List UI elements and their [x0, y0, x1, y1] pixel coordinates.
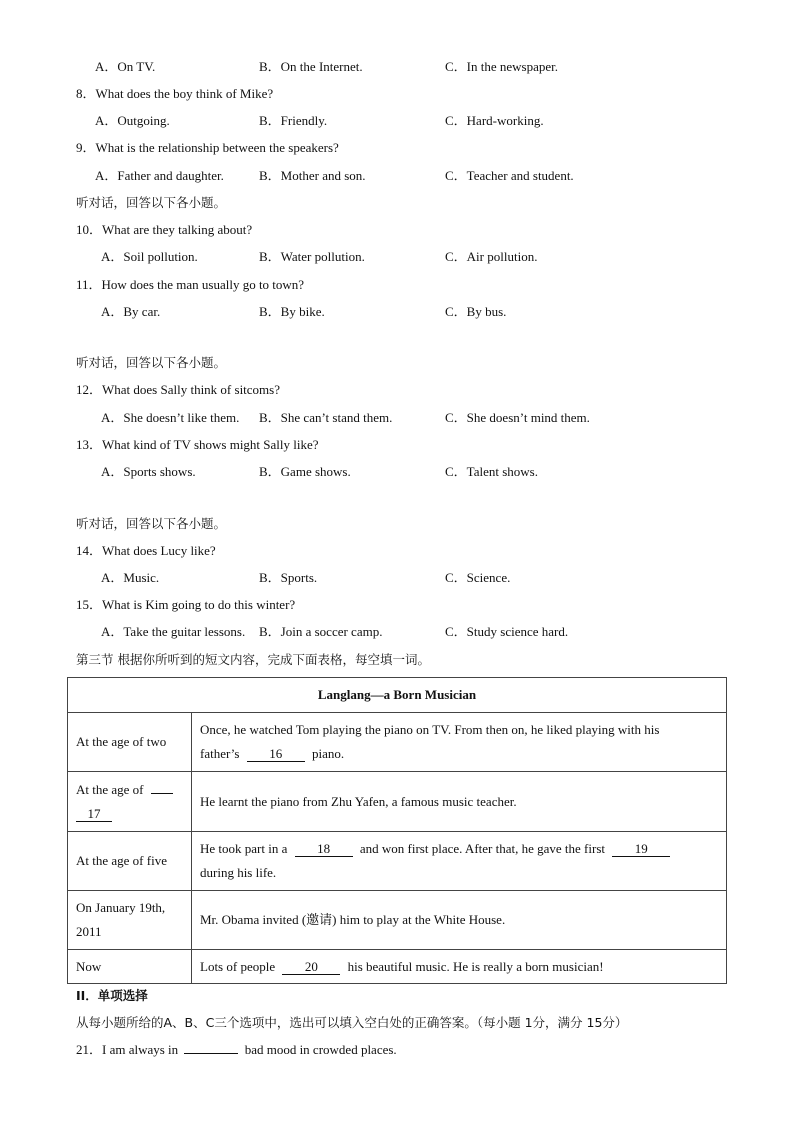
q15-option-a: A．Take the guitar lessons.: [101, 624, 246, 639]
q7-option-b: B．On the Internet.: [259, 59, 363, 74]
q7-option-c: C．In the newspaper.: [445, 59, 559, 74]
q10-option-b: B．Water pollution.: [259, 249, 365, 264]
part-2-instruction: 从每小题所给的A、B、C三个选项中，选出可以填入空白处的正确答案。（每小题 1分，满分 15分）: [76, 1015, 628, 1030]
row-label: Now: [68, 950, 192, 984]
q8-option-a: A．Outgoing.: [95, 113, 170, 128]
row-label: [68, 772, 192, 832]
q10-option-c: C．Air pollution.: [445, 249, 538, 264]
q11-stem: 11．How does the man usually go to town?: [76, 277, 305, 292]
row-label-text: 2011: [76, 924, 102, 939]
table-row: [68, 950, 727, 984]
q10-option-a: A．Soil pollution.: [101, 249, 198, 264]
row-label: [68, 891, 192, 950]
q21-stem: [76, 1042, 397, 1058]
q12-option-c: C．She doesn’t mind them.: [445, 410, 590, 425]
q14-option-c: C．Science.: [445, 570, 511, 585]
row-text: father’s: [200, 746, 240, 761]
q9-stem: 9．What is the relationship between the speakers?: [76, 140, 339, 155]
row-label: At the age of two: [68, 713, 192, 772]
q11-option-a: A．By car.: [101, 304, 161, 319]
q8-stem: 8．What does the boy think of Mike?: [76, 86, 274, 101]
table-row: [68, 713, 727, 772]
q12-option-b: B．She can’t stand them.: [259, 410, 393, 425]
q13-stem: 13．What kind of TV shows might Sally like?: [76, 437, 319, 452]
q14-option-b: B．Sports.: [259, 570, 318, 585]
q13-option-b: B．Game shows.: [259, 464, 351, 479]
part-2-heading: II．单项选择: [76, 988, 148, 1003]
q9-option-c: C．Teacher and student.: [445, 168, 574, 183]
row-text: Lots of people: [200, 958, 276, 974]
q7-option-a: A．On TV.: [95, 59, 156, 74]
row-label-text: At the age of: [76, 781, 144, 797]
answer-blank-17-lead: [151, 793, 173, 794]
q21-stem-text: 21．I am always in: [76, 1042, 179, 1057]
q14-stem: 14．What does Lucy like?: [76, 543, 216, 558]
listening-instruction: 听对话，回答以下各小题。: [76, 195, 227, 210]
row-text: Once, he watched Tom playing the piano on TV. From then on, he liked playing with his: [200, 722, 660, 737]
q15-option-c: C．Study science hard.: [445, 624, 569, 639]
q15-option-b: B．Join a soccer camp.: [259, 624, 383, 639]
q9-option-b: B．Mother and son.: [259, 168, 366, 183]
table-row: [68, 891, 727, 950]
row-text: during his life.: [200, 865, 277, 880]
row-text: piano.: [311, 746, 345, 761]
q12-stem: 12．What does Sally think of sitcoms?: [76, 382, 281, 397]
answer-blank-19[interactable]: 19: [612, 842, 670, 857]
row-content: [192, 950, 727, 984]
langlang-table: [67, 677, 727, 984]
q12-option-a: A．She doesn’t like them.: [101, 410, 240, 425]
row-text: He took part in a: [200, 841, 288, 856]
answer-blank-16[interactable]: 16: [247, 747, 305, 762]
q11-option-c: C．By bus.: [445, 304, 507, 319]
q21-answer-blank[interactable]: [184, 1053, 238, 1054]
row-content: He learnt the piano from Zhu Yafen, a famous music teacher.: [192, 772, 727, 832]
row-label: At the age of five: [68, 832, 192, 891]
table-row: [68, 772, 727, 832]
row-text: his beautiful music. He is really a born musician!: [347, 958, 604, 974]
row-content: [192, 832, 727, 891]
q13-option-a: A．Sports shows.: [101, 464, 196, 479]
listening-instruction: 听对话，回答以下各小题。: [76, 355, 227, 370]
q15-stem: 15．What is Kim going to do this winter?: [76, 597, 296, 612]
q10-stem: 10．What are they talking about?: [76, 222, 253, 237]
table-title: Langlang—a Born Musician: [68, 678, 727, 713]
row-content: Mr. Obama invited (邀请) him to play at the White House.: [192, 891, 727, 950]
q9-option-a: A．Father and daughter.: [95, 168, 224, 183]
table-row: [68, 832, 727, 891]
listening-instruction: 听对话，回答以下各小题。: [76, 516, 227, 531]
q14-option-a: A．Music.: [101, 570, 160, 585]
answer-blank-18[interactable]: 18: [295, 842, 353, 857]
row-label-text: On January 19th,: [76, 900, 166, 915]
q21-stem-text: bad mood in crowded places.: [244, 1042, 397, 1057]
q8-option-c: C．Hard-working.: [445, 113, 544, 128]
answer-blank-17[interactable]: 17: [76, 807, 112, 822]
row-text: and won first place. After that, he gave the first: [359, 841, 605, 856]
q11-option-b: B．By bike.: [259, 304, 325, 319]
row-content: [192, 713, 727, 772]
section-3-heading: 第三节 根据你所听到的短文内容，完成下面表格，每空填一词。: [76, 652, 430, 667]
answer-blank-20[interactable]: 20: [282, 960, 340, 975]
q13-option-c: C．Talent shows.: [445, 464, 538, 479]
q8-option-b: B．Friendly.: [259, 113, 328, 128]
